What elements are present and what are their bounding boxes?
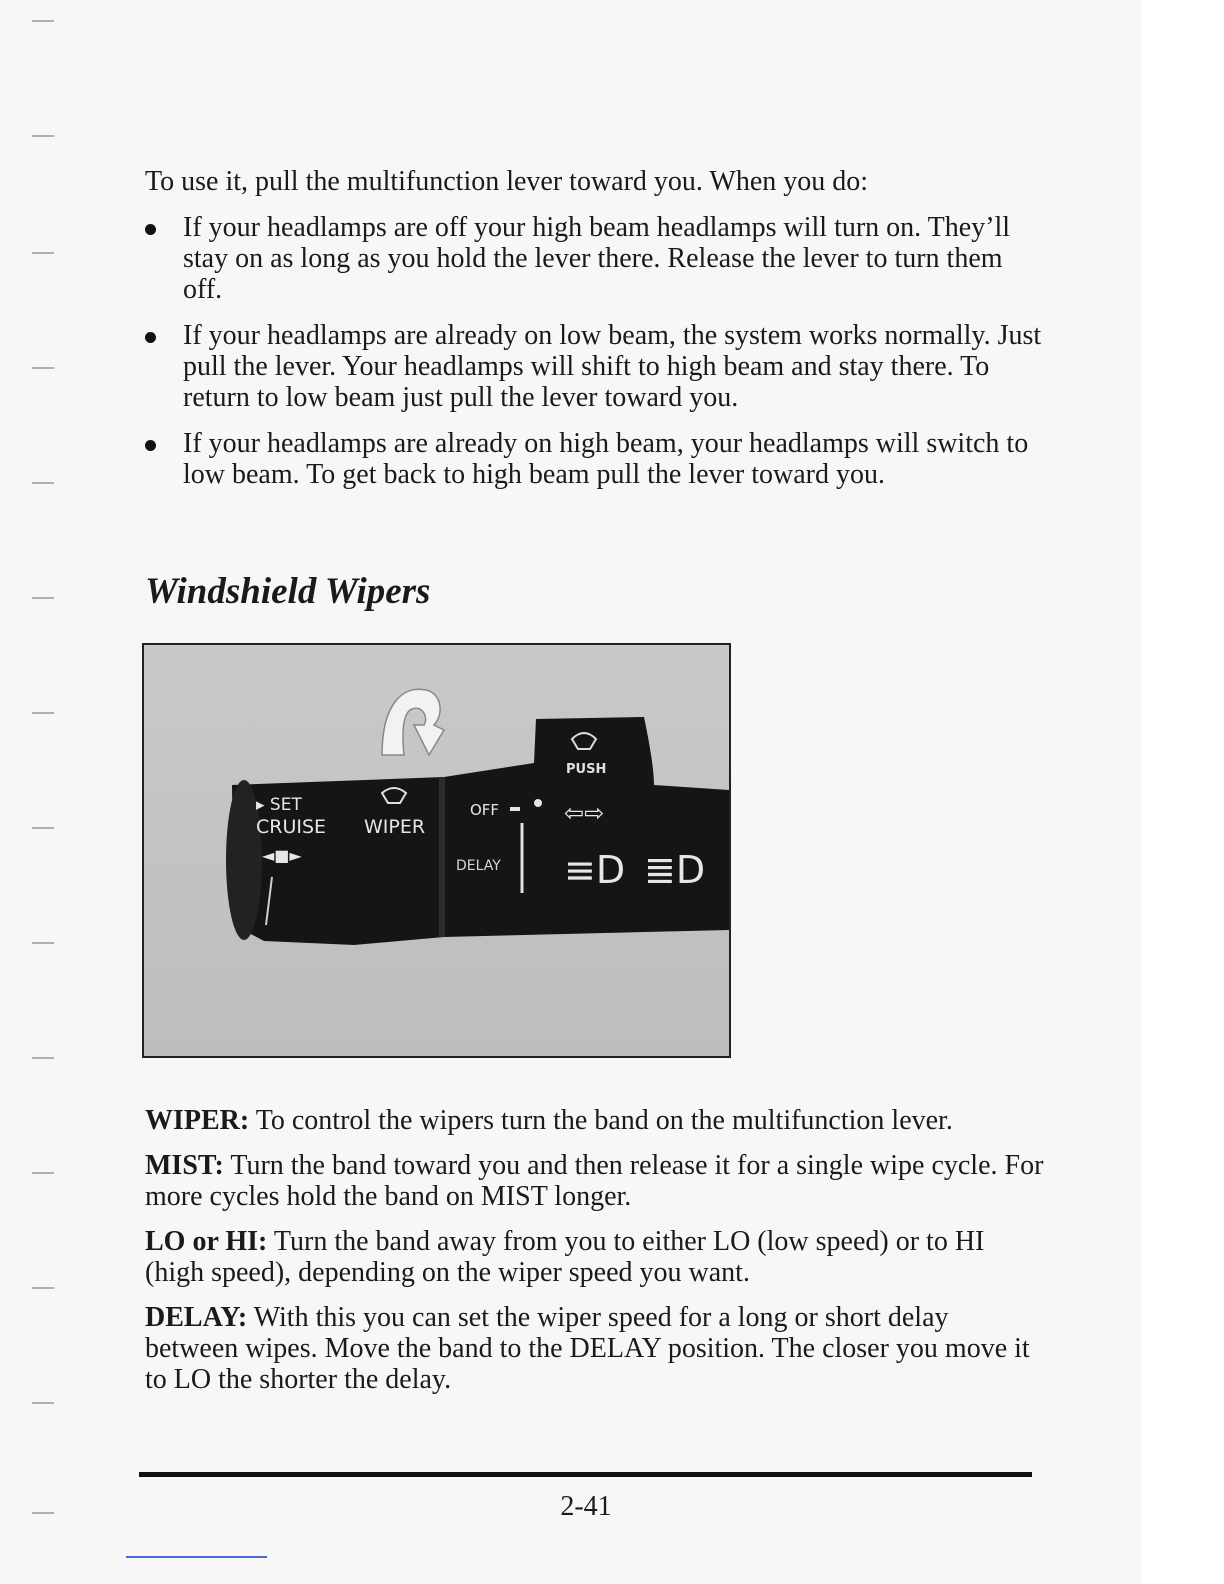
footer-rule (139, 1472, 1032, 1477)
bullet-dot (145, 440, 156, 451)
definition-term: WIPER: (145, 1105, 250, 1136)
definition-text: Turn the band away from you to either LO (low speed) or to HI (high speed), depending on the wiper speed you want. (145, 1226, 985, 1288)
definition-paragraph (145, 1302, 1045, 1395)
margin-tick (32, 712, 54, 714)
definition-text: Turn the band toward you and then release it for a single wipe cycle. For more cycles hold the band on MIST longer. (145, 1150, 1044, 1212)
margin-tick (32, 827, 54, 829)
push-label: PUSH (566, 762, 607, 777)
bullet-dot (145, 224, 156, 235)
turn-signal-icon: ⇦⇨ (564, 799, 605, 827)
off-dot (534, 799, 542, 807)
definition-term: DELAY: (145, 1302, 248, 1333)
margin-tick (32, 1287, 54, 1289)
margin-tick (32, 20, 54, 22)
high-beam-icon: ≣D (644, 848, 706, 892)
cruise-resume-arrows-icon: ◄■► (262, 846, 302, 865)
low-beam-icon: ≡D (564, 848, 626, 892)
margin-tick (32, 252, 54, 254)
bullet-item (145, 428, 1045, 490)
bullet-text: If your headlamps are off your high beam headlamps will turn on. They’ll stay on as long as you hold the lever there. Release the lever to turn them off. (183, 212, 1011, 305)
off-marker (510, 807, 520, 811)
definition-paragraph (145, 1150, 1045, 1212)
intro-paragraph: To use it, pull the multifunction lever toward you. When you do: (145, 166, 869, 197)
cruise-label: CRUISE (256, 816, 327, 838)
definition-paragraph (145, 1105, 1045, 1136)
wiper-definitions (145, 1105, 1045, 1409)
bullet-item (145, 212, 1045, 305)
margin-tick (32, 1402, 54, 1404)
definition-term: MIST: (145, 1150, 224, 1181)
definition-text: With this you can set the wiper speed for a long or short delay between wipes. Move the band to the DELAY position. The closer you move it to LO the shorter the delay. (145, 1302, 1030, 1395)
page-number: 2-41 (560, 1491, 612, 1522)
margin-tick (32, 1172, 54, 1174)
margin-tick (32, 597, 54, 599)
headlamp-bullet-list (145, 212, 1045, 505)
margin-tick (32, 482, 54, 484)
multifunction-lever-photo (142, 643, 731, 1058)
bullet-text: If your headlamps are already on low beam, the system works normally. Just pull the lever. Your headlamps will shift to high beam and stay there. To return to low beam just pull the lever toward you. (183, 320, 1042, 413)
margin-tick (32, 1057, 54, 1059)
definition-text: To control the wipers turn the band on the multifunction lever. (249, 1105, 953, 1136)
wiper-band-edge (439, 777, 445, 937)
margin-tick (32, 367, 54, 369)
wiper-label: WIPER (364, 816, 426, 838)
definition-term: LO or HI: (145, 1226, 268, 1257)
margin-tick (32, 942, 54, 944)
section-title: Windshield Wipers (145, 571, 431, 612)
bullet-item (145, 320, 1045, 413)
bullet-dot (145, 332, 156, 343)
margin-tick (32, 135, 54, 137)
bullet-text: If your headlamps are already on high beam, your headlamps will switch to low beam. To get back to high beam pull the lever toward you. (183, 428, 1029, 490)
definition-paragraph (145, 1226, 1045, 1288)
blue-underline (126, 1556, 267, 1558)
off-label: OFF (470, 801, 500, 819)
delay-label: DELAY (456, 858, 501, 874)
set-label: ▸ SET (256, 795, 302, 815)
